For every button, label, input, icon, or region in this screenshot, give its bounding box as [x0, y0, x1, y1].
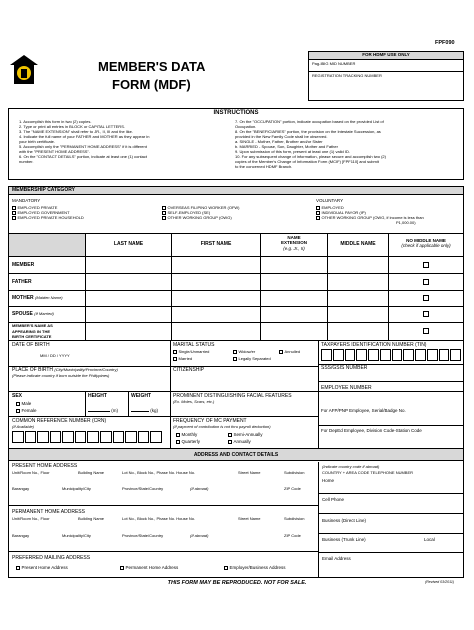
bc-line: MEMBER'S NAME AS — [12, 323, 53, 328]
vdivider — [318, 462, 319, 578]
option-label: EMPLOYED PRIVATE — [17, 205, 58, 210]
instructions-box — [8, 108, 464, 180]
checkbox[interactable] — [233, 350, 237, 354]
col-first-name: FIRST NAME — [200, 241, 232, 247]
vdivider — [388, 234, 389, 340]
checkbox[interactable] — [173, 350, 177, 354]
instruction-line: with the "PRESENT HOME ADDRESS". — [19, 149, 91, 154]
deped-label: For DepEd Employee, Division Code-Station Code — [321, 428, 422, 433]
freq-label: FREQUENCY OF MC PAYMENT — [173, 418, 247, 424]
height-label: HEIGHT — [88, 393, 107, 399]
bc-line: BIRTH CERTIFICATE — [12, 334, 52, 339]
vdivider — [170, 341, 171, 448]
crn-sub: (If Available) — [12, 424, 35, 429]
divider — [9, 391, 463, 392]
nomid-line1: NO MIDDLE NAME — [406, 238, 446, 243]
opt-label: Quarterly — [181, 439, 201, 444]
ext-line2: EXTENSION — [280, 240, 307, 246]
checkbox[interactable] — [228, 440, 232, 444]
checkbox[interactable] — [233, 357, 237, 361]
features-label: PROMINENT DISTINGUISHING FACIAL FEATURES — [173, 393, 292, 399]
footer-note: THIS FORM MAY BE REPRODUCED. NOT FOR SALE. — [167, 580, 307, 586]
instruction-line: 3. The "NAME EXTENSION" shall refer to JR., II, III and the like. — [19, 129, 133, 134]
mail-opt-permanent[interactable] — [120, 565, 178, 570]
crn-input[interactable] — [12, 431, 162, 443]
instruction-line: 7. On the "OCCUPATION" portion, indicate occupation based on the provided List of — [235, 119, 384, 124]
no-middle-checkbox[interactable] — [423, 328, 429, 334]
no-middle-checkbox[interactable] — [423, 295, 429, 301]
revised-date: (Revised 03/2011) — [425, 580, 455, 584]
checkbox[interactable] — [12, 216, 16, 220]
hdmf-box-header: FOR HDMF USE ONLY — [309, 52, 463, 60]
addr-hint: Building Name — [78, 516, 105, 521]
divider — [9, 340, 463, 341]
nomid-line2: (check if applicable only) — [401, 243, 451, 249]
mail-opt-present[interactable] — [16, 565, 68, 570]
mandatory-col1 — [12, 205, 84, 220]
option-label: EMPLOYED GOVERNMENT — [17, 210, 70, 215]
instruction-line: to the concerned HDMF Branch. — [235, 164, 293, 169]
checkbox[interactable] — [279, 350, 283, 354]
marital-opt-single[interactable] — [173, 349, 209, 354]
sex-label: SEX — [12, 393, 23, 399]
membership-header: MEMBERSHIP CATEGORY — [9, 187, 463, 195]
row-father: FATHER — [12, 279, 32, 285]
hdmf-use-only-box — [308, 51, 464, 101]
addr-hint: Barangay — [12, 486, 30, 491]
midno-field[interactable] — [309, 60, 463, 72]
addr-hint: Lot No., Block No., Phase No. House No. — [122, 516, 196, 521]
checkbox[interactable] — [16, 402, 20, 406]
sex-male[interactable] — [16, 401, 31, 406]
option-label: SELF-EMPLOYED (SE) — [167, 210, 211, 215]
height-unit: (m) — [111, 408, 119, 413]
marital-opt-annulled[interactable] — [279, 349, 300, 354]
name-inputs[interactable] — [86, 257, 388, 340]
col-middle-name: MIDDLE NAME — [340, 241, 376, 247]
option-label: EMPLOYED PRIVATE HOUSEHOLD — [17, 215, 84, 220]
addr-hint: Unit/Room No., Floor — [12, 470, 50, 475]
midno-label: Pag-IBIG MID NUMBER — [312, 61, 356, 66]
form-code: FPF090 — [435, 40, 455, 46]
bc-line: APPEARING IN THE — [12, 328, 51, 334]
form-title-line2: FORM (MDF) — [112, 77, 191, 92]
contact-trunk-label: Business (Trunk Line) — [322, 537, 366, 542]
weight-label: WEIGHT — [131, 393, 151, 399]
mother-sub: (Maiden Name) — [35, 295, 63, 300]
addr-hint: Municipality/City — [62, 533, 91, 538]
instruction-line: 5. Accomplish only the "PERMANENT HOME ADDRESS" if it is different — [19, 144, 147, 149]
instruction-line: 9. Upon submission of this form, present at least one (1) valid ID. — [235, 149, 350, 154]
contact-inputs[interactable] — [320, 477, 462, 577]
contact-direct-label: Business (Direct Line) — [322, 518, 367, 523]
checkbox[interactable] — [173, 357, 177, 361]
pob-fmt: (City/Municipality/Province/Country) — [54, 367, 118, 372]
opt-label: Semi-Annually — [233, 432, 263, 437]
instructions-left — [19, 119, 229, 164]
opt-label: Single/Unmarried — [178, 349, 210, 354]
height-input[interactable] — [88, 408, 118, 413]
freq-sub: (If payment of contribution is not thru payroll deduction) — [173, 424, 271, 429]
opt-label: Permanent Home Address — [125, 565, 179, 570]
instruction-line: 1. Accomplish this form in two (2) copies. — [19, 119, 92, 124]
weight-input[interactable] — [131, 408, 158, 413]
weight-unit: (kg) — [150, 408, 159, 413]
option-label: INDIVIDUAL PAYOR (IP) — [321, 210, 366, 215]
divider — [9, 416, 319, 417]
option-label: EMPLOYED — [321, 205, 344, 210]
spouse-label: SPOUSE — [12, 311, 33, 317]
checkbox[interactable] — [16, 566, 20, 570]
instruction-line: a. SINGLE - Mother, Father, Brother and/or Sister — [235, 139, 323, 144]
freq-annually[interactable] — [228, 439, 251, 444]
no-middle-checkbox[interactable] — [423, 279, 429, 285]
opt-label: Married — [178, 356, 193, 361]
addr-hint: Subdivision — [284, 470, 305, 475]
address-header: ADDRESS AND CONTACT DETAILS — [9, 449, 463, 461]
instruction-line: 2. Type or print all entries in BLOCK or CAPITAL LETTERS. — [19, 124, 125, 129]
addr-hint: Unit/Room No., Floor — [12, 516, 50, 521]
contact-note: (Indicate country code if abroad) — [322, 464, 380, 469]
marital-opt-separated[interactable] — [233, 356, 271, 361]
afp-label: For AFP/PNP Employee, Serial/Badge No. — [321, 408, 406, 413]
mailing-address-label: PREFERRED MAILING ADDRESS — [12, 555, 91, 561]
permanent-address-label: PERMANENT HOME ADDRESS — [12, 509, 85, 515]
freq-monthly[interactable] — [176, 432, 197, 437]
spouse-sub: (If Married) — [34, 311, 54, 316]
col-no-middle — [389, 238, 463, 249]
checkbox[interactable] — [16, 409, 20, 413]
instructions-title: INSTRUCTIONS — [213, 110, 259, 116]
addr-hint: Street Name — [238, 470, 261, 475]
opt-label: Present Home Address — [21, 565, 68, 570]
addr-hint: Barangay — [12, 533, 30, 538]
checkbox[interactable] — [162, 216, 166, 220]
vdivider — [128, 392, 129, 416]
voluntary-label: VOLUNTARY — [316, 198, 344, 203]
option-label: OTHER WORKING GROUP (OWG, if income is less than — [321, 215, 424, 220]
vdivider — [318, 341, 319, 448]
divider — [319, 425, 463, 426]
checkbox[interactable] — [176, 440, 180, 444]
tin-label: TAXPAYERS IDENTIFICATION NUMBER (TIN) — [321, 342, 427, 348]
sex-female[interactable] — [16, 408, 37, 413]
instruction-line: provided in the New Family Code shall be observed. — [235, 134, 328, 139]
row-mother — [12, 295, 63, 301]
tracking-field[interactable] — [309, 72, 463, 79]
empno-label: EMPLOYEE NUMBER — [321, 385, 372, 391]
voluntary-col — [316, 205, 424, 225]
tracking-label: REGISTRATION TRACKING NUMBER — [312, 73, 382, 78]
option-label-cont: P1,000.00) — [396, 220, 416, 225]
instructions-right — [235, 119, 461, 169]
opt-label: Widow/er — [238, 349, 256, 354]
checkbox[interactable] — [224, 566, 228, 570]
freq-semi[interactable] — [228, 432, 263, 437]
form-title-line1: MEMBER'S DATA — [98, 59, 206, 74]
pagibig-logo — [8, 54, 40, 88]
instruction-line: Occupation. — [235, 124, 257, 129]
ext-line1: NAME — [287, 235, 301, 240]
citizenship-label: CITIZENSHIP — [173, 367, 205, 373]
addr-hint: Subdivision — [284, 516, 305, 521]
dob-label: DATE OF BIRTH — [12, 342, 50, 348]
col-last-name: LAST NAME — [113, 241, 144, 247]
category-option[interactable] — [162, 215, 240, 220]
instruction-line: number. — [19, 159, 34, 164]
option-label: OTHER WORKING GROUP (OWG) — [167, 215, 232, 220]
features-eg: (Ex. Moles, Scars, etc.) — [173, 399, 215, 404]
addr-hint: Street Name — [238, 516, 261, 521]
mandatory-label: MANDATORY — [12, 198, 41, 203]
addr-hint: Municipality/City — [62, 486, 91, 491]
row-spouse — [12, 311, 54, 317]
opt-label: Monthly — [181, 432, 198, 437]
instruction-line: 10. For any subsequent change of information, please secure and accomplish two (2) — [235, 154, 386, 159]
mother-label: MOTHER — [12, 295, 34, 301]
divider — [9, 551, 319, 552]
ext-line3: (e.g. Jr., II) — [283, 245, 305, 251]
col-name-ext — [261, 235, 327, 251]
addr-hint: ZIP Code — [284, 533, 301, 538]
opt-label: Annulled — [284, 349, 301, 354]
checkbox[interactable] — [316, 216, 320, 220]
present-address-label: PRESENT HOME ADDRESS — [12, 463, 78, 469]
contact-home-label: Home — [322, 478, 335, 483]
dob-input[interactable] — [40, 353, 70, 358]
addr-hint: (If abroad) — [190, 486, 209, 491]
marital-opt-married[interactable] — [173, 356, 192, 361]
addr-hint: Province/State/Country — [122, 486, 164, 491]
addr-hint: (If abroad) — [190, 533, 209, 538]
divider — [9, 505, 319, 506]
instruction-line: b. MARRIED - Spouse, Son, Daughter, Mother and Father — [235, 144, 338, 149]
row-member: MEMBER — [12, 262, 35, 268]
marital-opt-widow[interactable] — [233, 349, 255, 354]
opt-label: Male — [21, 401, 32, 406]
divider — [319, 381, 463, 382]
mandatory-col2 — [162, 205, 240, 220]
checkbox[interactable] — [120, 566, 124, 570]
addr-hint: ZIP Code — [284, 486, 301, 491]
no-middle-checkbox[interactable] — [423, 262, 429, 268]
opt-label: Legally Separated — [238, 356, 271, 361]
names-corner — [9, 234, 85, 256]
instruction-line: 4. Indicate the full name of your FATHER and MOTHER as they appear in — [19, 134, 150, 139]
vdivider — [85, 392, 86, 416]
crn-label: COMMON REFERENCE NUMBER (CRN) — [12, 418, 107, 424]
pob-note: (Please indicate country if born outside the Philippines) — [12, 373, 110, 378]
opt-label: Female — [21, 408, 37, 413]
opt-label: Employer/Business Address — [229, 565, 286, 570]
instruction-line: 8. On the "BENEFICIARIES" portion, the provision on the Intestate Succession, as — [235, 129, 381, 134]
tin-input[interactable] — [321, 349, 461, 361]
pob-text: PLACE OF BIRTH — [12, 367, 54, 373]
opt-label: Annually — [233, 439, 251, 444]
instruction-line: your birth certificate. — [19, 139, 56, 144]
mail-opt-employer[interactable] — [224, 565, 286, 570]
option-label: OVERSEAS FILIPINO WORKER (OFW) — [167, 205, 240, 210]
no-middle-checkbox[interactable] — [423, 311, 429, 317]
marital-label: MARITAL STATUS — [173, 342, 215, 348]
category-option[interactable] — [12, 215, 84, 220]
checkbox[interactable] — [176, 433, 180, 437]
dob-format: MM / DD / YYYY — [40, 353, 70, 358]
addr-hint: Building Name — [78, 470, 105, 475]
addr-hint: Province/State/Country — [122, 533, 164, 538]
contact-email-label: Email Address — [322, 556, 351, 561]
freq-quarterly[interactable] — [176, 439, 200, 444]
instruction-line: copies of the Member's Change of Information Form (MCIF) [FPF110] and submit — [235, 159, 379, 164]
row-birthcert — [12, 323, 53, 340]
contact-local-label: Local — [424, 537, 435, 542]
instruction-line: 6. On the "CONTACT DETAILS" portion, indicate at least one (1) contact — [19, 154, 148, 159]
sss-label: SSS/GSIS NUMBER — [321, 365, 368, 371]
checkbox[interactable] — [228, 433, 232, 437]
contact-cell-label: Cell Phone — [322, 497, 345, 502]
contact-header: COUNTRY + AREA CODE TELEPHONE NUMBER — [322, 470, 414, 475]
addr-hint: Lot No., Block No., Phase No. House No. — [122, 470, 196, 475]
